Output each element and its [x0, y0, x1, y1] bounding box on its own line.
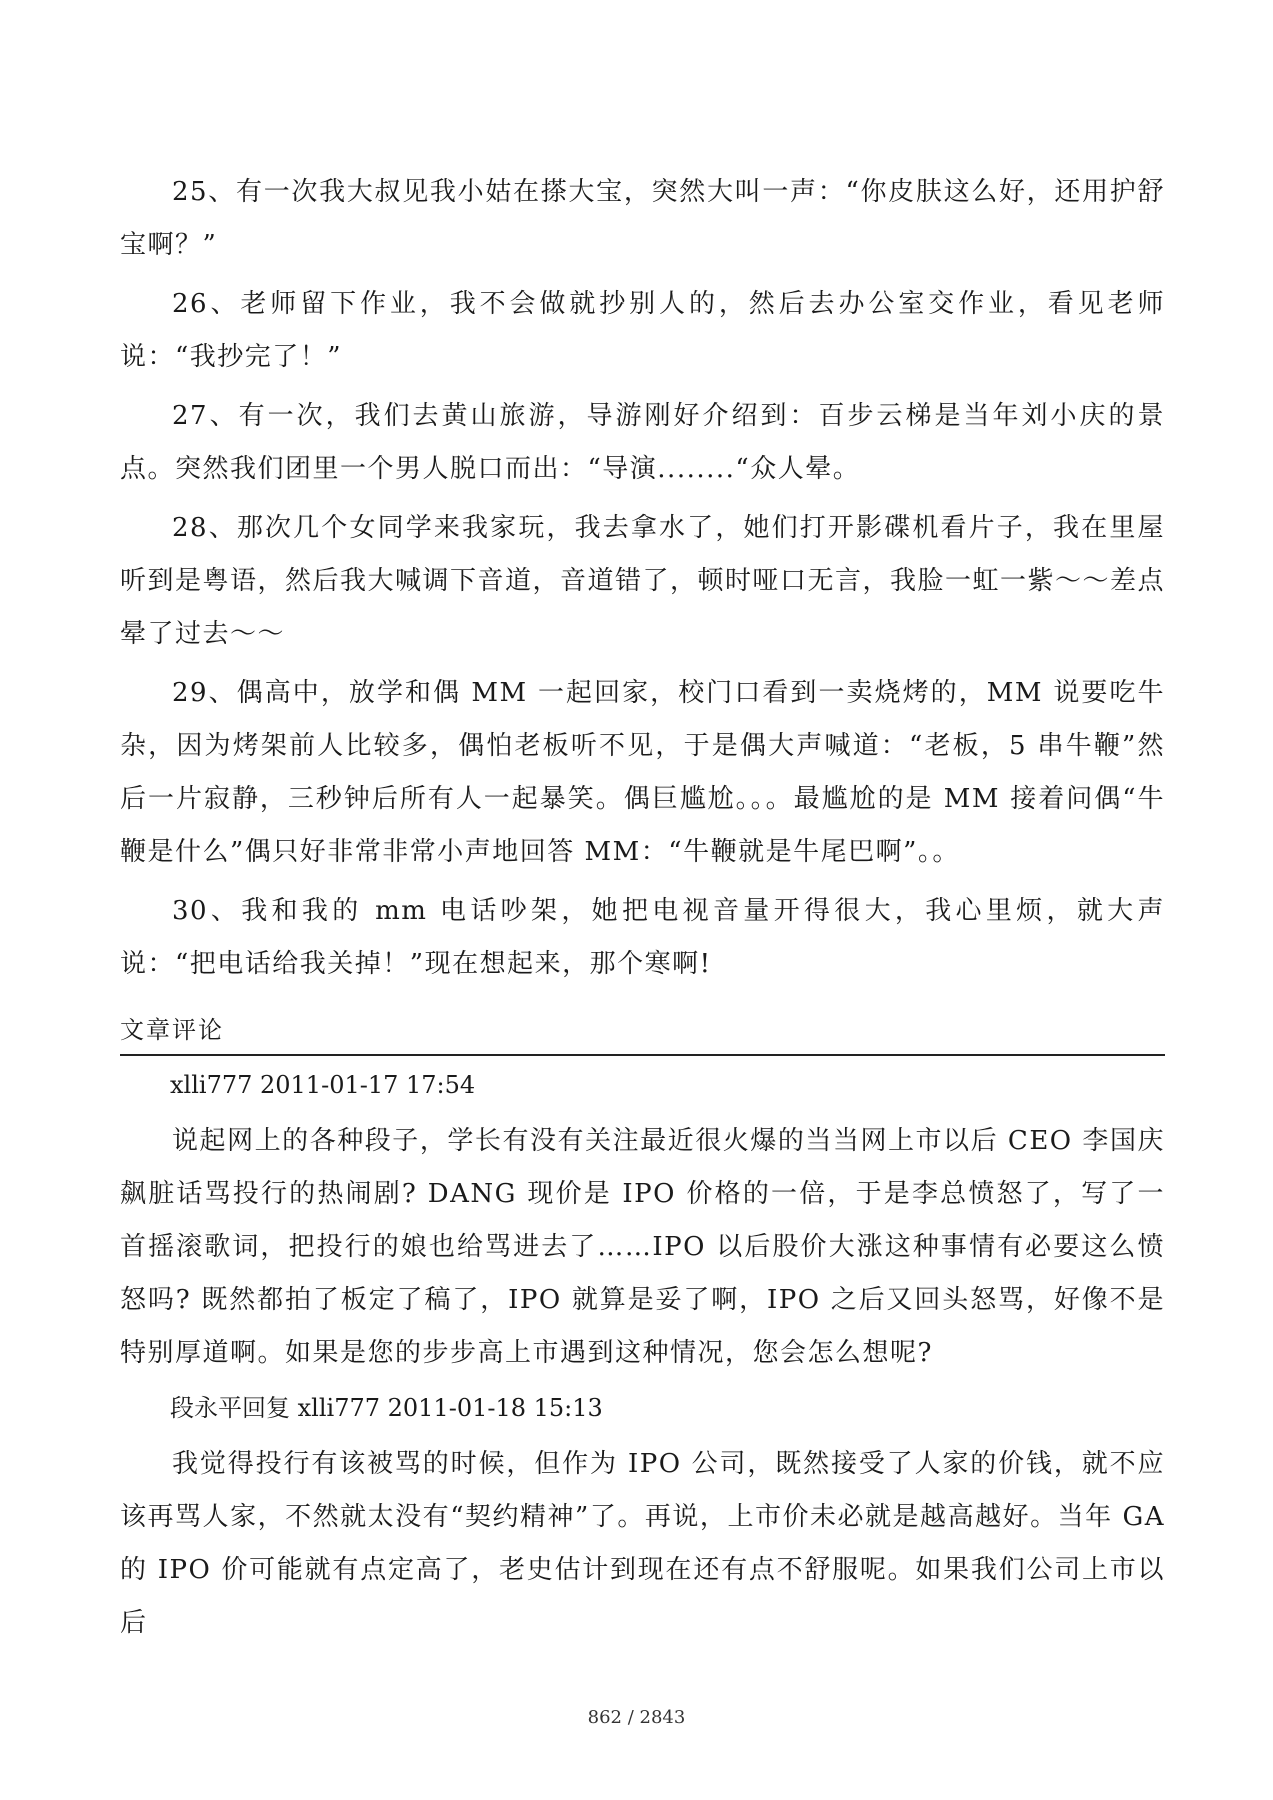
comments-list	[120, 1065, 1165, 1658]
joke-paragraph-30: 30、我和我的 mm 电话吵架，她把电视音量开得很大，我心里烦，就大声说：“把电话给我关掉！”现在想起来，那个寒啊!	[120, 896, 1165, 979]
joke-paragraph-26: 26、老师留下作业，我不会做就抄别人的，然后去办公室交作业，看见老师说：“我抄完了！”	[120, 289, 1165, 372]
joke-paragraph-27: 27、有一次，我们去黄山旅游，导游刚好介绍到：百步云梯是当年刘小庆的景点。突然我们团里一个男人脱口而出：“导演........“众人晕。	[120, 401, 1165, 484]
reply-text: 我觉得投行有该被骂的时候，但作为 IPO 公司，既然接受了人家的价钱，就不应该再骂人家，不然就太没有“契约精神”了。再说，上市价未必就是越高越好。当年 GA 的 IPO 价可能就有点定高了，老史估计到现在还有点不舒服呢。如果我们公司上市以后	[120, 1449, 1165, 1638]
comment-meta: xlli777 2011-01-17 17:54	[170, 1071, 476, 1099]
article-body	[120, 166, 1165, 997]
section-divider	[120, 1054, 1165, 1056]
comments-section-header	[120, 1012, 1165, 1056]
comment-item	[120, 1065, 1165, 1380]
comment-text: 说起网上的各种段子，学长有没有关注最近很火爆的当当网上市以后 CEO 李国庆飙脏话骂投行的热闹剧? DANG 现价是 IPO 价格的一倍，于是李总愤怒了，写了一首摇滚歌词，把投行的娘也给骂进去了……IPO 以后股价大涨这种事情有必要这么愤怒吗? 既然都拍了板定了稿了，IPO 就算是妥了啊，IPO 之后又回头怒骂，好像不是特别厚道啊。如果是您的步步高上市遇到这种情况，您会怎么想呢?	[120, 1126, 1165, 1368]
comment-reply	[120, 1388, 1165, 1650]
joke-paragraph-28: 28、那次几个女同学来我家玩，我去拿水了，她们打开影碟机看片子，我在里屋听到是粤语，然后我大喊调下音道，音道错了，顿时哑口无言，我脸一虹一紫～～差点晕了过去～～	[120, 513, 1166, 649]
joke-paragraph-29: 29、偶高中，放学和偶 MM 一起回家，校门口看到一卖烧烤的，MM 说要吃牛杂，因为烤架前人比较多，偶怕老板听不见，于是偶大声喊道：“老板，5 串牛鞭”然后一片寂静，三秒钟后所有人一起暴笑。偶巨尴尬。。。最尴尬的是 MM 接着问偶“牛鞭是什么”偶只好非常非常小声地回答 MM：“牛鞭就是牛尾巴啊”。。	[120, 678, 1165, 867]
reply-meta: 段永平回复 xlli777 2011-01-18 15:13	[170, 1394, 603, 1422]
joke-paragraph-25: 25、有一次我大叔见我小姑在搽大宝，突然大叫一声：“你皮肤这么好，还用护舒宝啊？”	[120, 177, 1165, 260]
comments-section-title: 文章评论	[120, 1016, 224, 1044]
page-number: 862 / 2843	[587, 1707, 686, 1728]
